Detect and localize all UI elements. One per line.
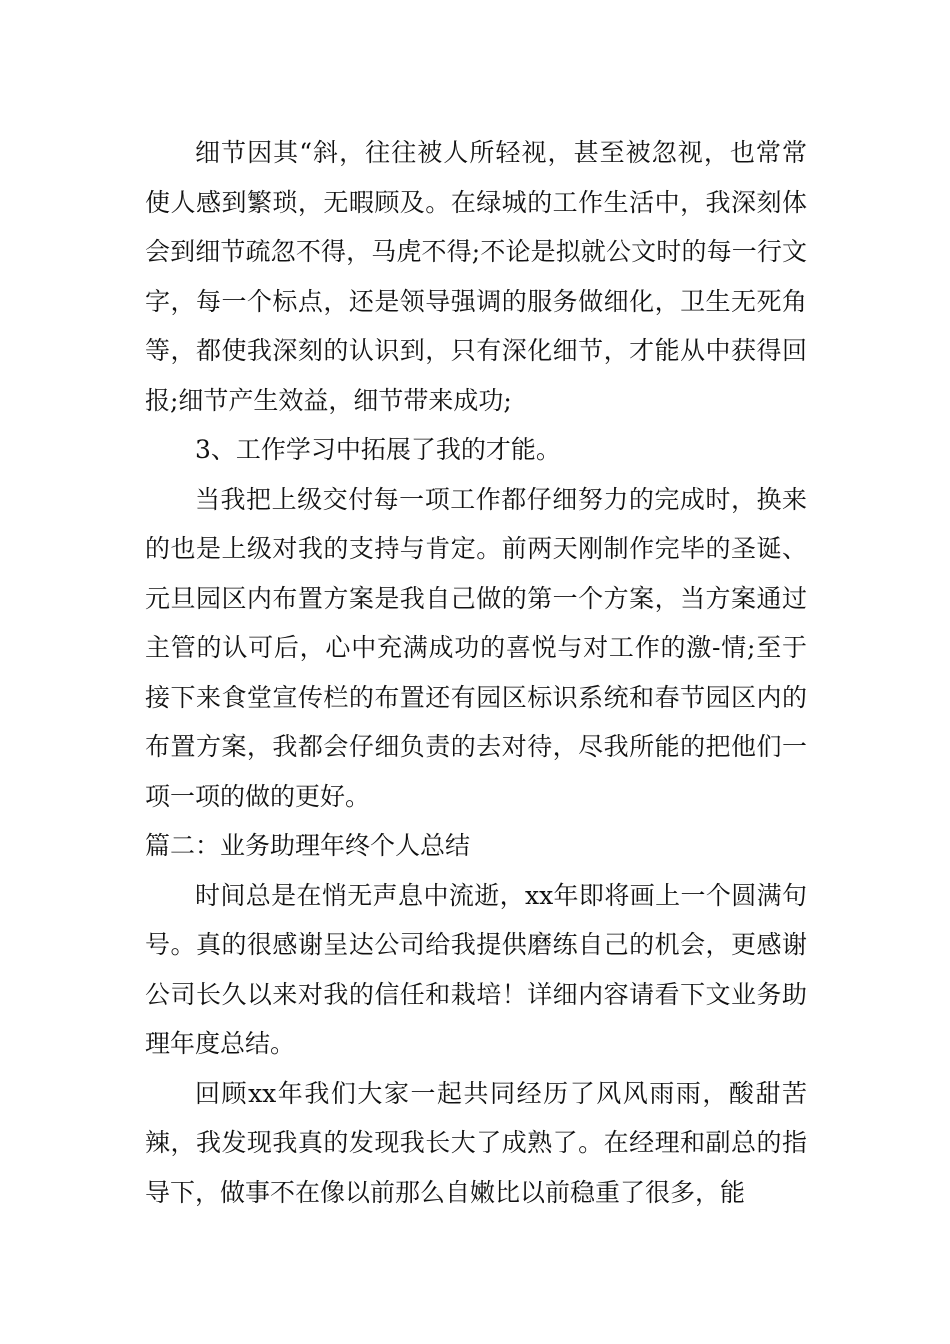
- document-page: [145, 128, 807, 1217]
- paragraph-intro: 时间总是在悄无声息中流逝，xx年即将画上一个圆满句号。真的很感谢呈达公司给我提供磨练自己的机会，更感谢公司长久以来对我的信任和栽培！详细内容请看下文业务助理年度总结。: [145, 880, 807, 1058]
- paragraph-details: 细节因其“斜，往往被人所轻视，甚至被忽视，也常常使人感到繁琐，无暇顾及。在绿城的工作生活中，我深刻体会到细节疏忽不得，马虎不得;不论是拟就公文时的每一行文字，每一个标点，还是领导强调的服务做细化，卫生无死角等，都使我深刻的认识到，只有深化细节，才能从中获得回报;细节产生效益，细节带来成功;: [145, 138, 807, 415]
- section-heading-part-two: 篇二：业务助理年终个人总结: [145, 831, 471, 860]
- paragraph-achievement: 当我把上级交付每一项工作都仔细努力的完成时，换来的也是上级对我的支持与肯定。前两天刚制作完毕的圣诞、元旦园区内布置方案是我自己做的第一个方案，当方案通过主管的认可后，心中充满成功的喜悦与对工作的激-情;至于接下来食堂宣传栏的布置还有园区标识系统和春节园区内的布置方案，我都会仔细负责的去对待，尽我所能的把他们一项一项的做的更好。: [145, 484, 807, 811]
- paragraph-review: 回顾xx年我们大家一起共同经历了风风雨雨，酸甜苦辣，我发现我真的发现我长大了成熟了。在经理和副总的指导下，做事不在像以前那么自嫩比以前稳重了很多，能: [145, 1078, 807, 1207]
- paragraph-section-3-title: 3、工作学习中拓展了我的才能。: [195, 435, 561, 464]
